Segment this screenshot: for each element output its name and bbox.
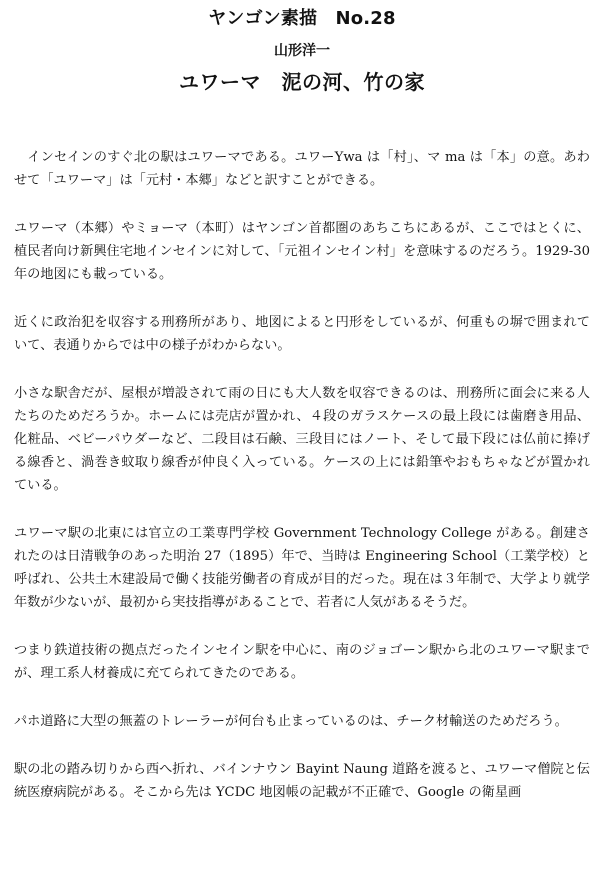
paragraph-monastery-hospital: 駅の北の踏み切りから西へ折れ、バインナウン Bayint Naung 道路を渡ると、ユワーマ僧院と伝統医療病院がある。そこから先は YCDC 地図帳の記載が不正確で、Google の衛星画 <box>14 762 590 800</box>
article-body <box>14 146 590 804</box>
paragraph-engineering-hub: つまり鉄道技術の拠点だったインセイン駅を中心に、南のジョゴーン駅から北のユワーマ駅までが、理工系人材養成に充てられてきたのである。 <box>14 643 590 681</box>
author-name: 山形洋一 <box>274 43 330 59</box>
paragraph-trailers: パホ道路に大型の無蓋のトレーラーが何台も止まっているのは、チーク材輸送のためだろう。 <box>14 714 568 729</box>
paragraph-ywama-meaning: インセインのすぐ北の駅はユワーマである。ユワーYwa は「村」、マ ma は「本」の意。あわせて「ユワーマ」は「元村・本郷」などと訳すことができる。 <box>14 150 590 188</box>
article-title: ユワーマ 泥の河、竹の家 <box>179 70 425 94</box>
paragraph-station-kiosk: 小さな駅舎だが、屋根が増設されて雨の日にも大人数を収容できるのは、刑務所に面会に来る人たちのためだろうか。ホームには売店が置かれ、４段のガラスケースの最上段には歯磨き用品、化粧品、ベビーパウダーなど、二段目は石鹸、三段目にはノート、そして最下段には仏前に捧げる線香と、渦巻き蚊取り線香が仲良く入っている。ケースの上には鉛筆やおもちゃなどが置かれている。 <box>14 386 590 493</box>
series-title: ヤンゴン素描 No.28 <box>208 8 396 29</box>
paragraph-original-village: ユワーマ（本郷）やミョーマ（本町）はヤンゴン首都圏のあちこちにあるが、ここではとくに、植民者向け新興住宅地インセインに対して、「元祖インセイン村」を意味するのだろう。1929-30 年の地図にも載っている。 <box>14 221 590 282</box>
paragraph-prison: 近くに政治犯を収容する刑務所があり、地図によると円形をしているが、何重もの塀で囲まれていて、表通りからでは中の様子がわからない。 <box>14 315 590 353</box>
paragraph-technology-college: ユワーマ駅の北東には官立の工業専門学校 Government Technology College がある。創建されたのは日清戦争のあった明治 27（1895）年で、当時は Engineering School（工業学校）と呼ばれ、公共土木建設局で働く技能労働者の育成が目的だった。現在は３年制で、大学より就学年数が少ないが、最初から実技指導があることで、若者に人気があるそうだ。 <box>14 526 590 610</box>
